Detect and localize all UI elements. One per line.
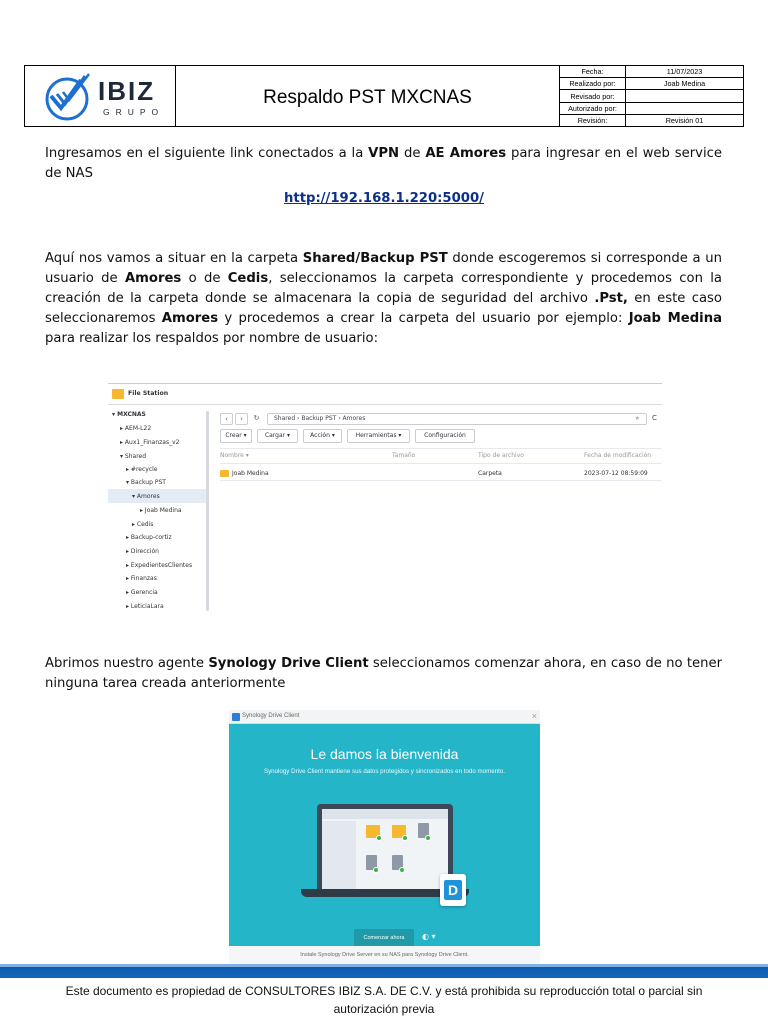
tree-item[interactable]: ▾ Amores [132, 493, 160, 500]
meta-value: Joab Medina [663, 79, 706, 89]
meta-row-approver [560, 103, 743, 115]
upload-button[interactable]: Cargar ▾ [257, 429, 298, 443]
bold-run: Amores [124, 271, 182, 286]
check-icon [373, 867, 379, 873]
instructions-paragraph [45, 249, 722, 349]
text-run: para realizar los respaldos por nombre de usuario: [45, 331, 379, 346]
refresh-icon[interactable]: ↻ [250, 413, 263, 425]
bold-run: AE Amores [425, 146, 507, 161]
meta-value: Revisión 01 [665, 115, 704, 125]
bold-run: Synology Drive Client [208, 656, 369, 671]
text-run: donde escogeremos si corresponde a un usuario de [45, 251, 722, 286]
text-run: para ingresar en el web service de NAS [45, 146, 722, 181]
document-title: Respaldo PST MXCNAS [176, 66, 560, 126]
text-run: Aquí nos vamos a situar en la carpeta [45, 251, 303, 266]
back-button[interactable]: ‹ [220, 413, 233, 425]
settings-button[interactable]: Configuración [415, 429, 475, 443]
app-icon [232, 713, 240, 721]
tree-item[interactable]: ▾ MXCNAS [112, 411, 146, 418]
drive-app-icon: D [440, 874, 466, 906]
app-title: File Station [128, 390, 169, 397]
tree-item[interactable]: ▸ Finanzas [126, 575, 157, 582]
tools-button[interactable]: Herramientas ▾ [347, 429, 410, 443]
search-icon[interactable]: C [652, 414, 657, 422]
bold-run: VPN [368, 146, 400, 161]
text-run: Abrimos nuestro agente [45, 656, 209, 671]
language-icon[interactable]: ◐ ▾ [422, 932, 436, 941]
footer-band-highlight [0, 964, 768, 967]
ibiz-logo-icon [43, 72, 95, 122]
bold-run: Joab Medina [628, 311, 722, 326]
path-text: Shared › Backup PST › Amores [274, 415, 366, 422]
nas-link[interactable]: http://192.168.1.220:5000/ [284, 191, 484, 206]
column-header-type[interactable]: Tipo de archivo [478, 452, 524, 459]
document-header [24, 65, 744, 127]
text-run: Ingresamos en el siguiente link conectados a la [45, 146, 369, 161]
tree-item[interactable]: ▸ Backup-cortiz [126, 534, 172, 541]
footer-note: Instale Synology Drive Server en su NAS para Synology Drive Client. [300, 952, 469, 958]
footer-disclaimer: Este documento es propiedad de CONSULTORES IBIZ S.A. DE C.V. y está prohibida su reproducción total o parcial sin autorización previa [65, 984, 703, 1016]
welcome-subtitle: Synology Drive Client mantiene sus datos protegidos y sincronizados en todo momento. [263, 768, 506, 775]
create-button[interactable]: Crear ▾ [220, 429, 252, 443]
tree-item[interactable]: ▾ Backup PST [126, 479, 166, 486]
welcome-heading: Le damos la bienvenida [310, 746, 459, 762]
tree-item[interactable]: ▸ Aux1_Finanzas_v2 [120, 439, 180, 446]
column-header-size[interactable]: Tamaño [392, 452, 416, 459]
tree-item[interactable]: ▸ Dirección [126, 548, 159, 555]
tree-item[interactable]: ▸ Gerencia [126, 589, 158, 596]
text-run: de [399, 146, 426, 161]
bold-run: Shared/Backup PST [302, 251, 448, 266]
file-type-cell: Carpeta [478, 470, 502, 477]
illustration-toolbar [322, 809, 448, 819]
meta-row-revision [560, 115, 743, 126]
text-run: , seleccionamos la carpeta correspondiente y procedemos con la creación de la carpeta donde se almacenara la copia de seguridad del archivo [45, 271, 722, 306]
drive-client-screenshot [229, 710, 540, 965]
file-station-titlebar [108, 383, 662, 405]
tree-item[interactable]: ▸ Cedis [132, 521, 154, 528]
meta-key: Fecha: [560, 66, 626, 77]
start-now-button[interactable]: Comenzar ahora [354, 929, 414, 947]
folder-tree [108, 407, 210, 619]
illustration-sidebar [322, 821, 356, 889]
meta-value [626, 103, 743, 114]
tree-item[interactable]: ▸ ExpedientesClientes [126, 562, 193, 569]
divider [220, 463, 662, 464]
check-icon [402, 835, 408, 841]
window-titlebar [229, 710, 540, 724]
file-modified-cell: 2023-07-12 08:59:09 [584, 470, 648, 477]
welcome-panel [229, 724, 540, 965]
meta-row-reviewer [560, 90, 743, 102]
tree-scrollbar[interactable] [206, 411, 209, 611]
file-name-cell[interactable]: Joab Medina [232, 470, 269, 477]
path-bar[interactable] [267, 413, 647, 425]
drive-client-paragraph [45, 654, 722, 694]
meta-value [626, 90, 743, 101]
meta-key: Autorizado por: [560, 103, 626, 114]
meta-row-date [560, 66, 743, 78]
intro-paragraph [45, 144, 722, 184]
bold-run: Amores [161, 311, 219, 326]
tree-item[interactable]: ▸ AEM-L22 [120, 425, 152, 432]
divider [220, 480, 662, 481]
text-run: y procedemos a crear la carpeta del usuario por ejemplo: [218, 311, 629, 326]
tree-item[interactable]: ▸ #recycle [126, 466, 158, 473]
check-icon [425, 835, 431, 841]
tree-item[interactable]: ▾ Shared [120, 453, 147, 460]
logo-word: IBIZ [98, 76, 156, 106]
laptop-screen-content [322, 809, 448, 889]
company-logo [25, 66, 176, 126]
column-header-modified[interactable]: Fecha de modificación [584, 452, 652, 459]
window-title: Synology Drive Client [242, 713, 300, 719]
file-station-screenshot [108, 383, 662, 619]
laptop-illustration [317, 804, 453, 890]
folder-icon [112, 389, 124, 399]
bold-run: .Pst, [594, 291, 628, 306]
file-list-panel [220, 407, 662, 619]
action-button[interactable]: Acción ▾ [303, 429, 342, 443]
check-icon [399, 867, 405, 873]
logo-subtitle: GRUPO [103, 107, 165, 117]
forward-button[interactable]: › [235, 413, 248, 425]
meta-row-author [560, 78, 743, 90]
bold-run: Cedis [227, 271, 269, 286]
metadata-table [560, 66, 743, 126]
close-icon[interactable]: × [531, 711, 537, 721]
window-footer [229, 946, 540, 965]
meta-value: 11/07/2023 [666, 67, 703, 77]
tree-item[interactable]: ▸ LeticiaLara [126, 603, 164, 610]
text-run: o de [181, 271, 228, 286]
meta-key: Revisión: [560, 115, 626, 126]
tree-item[interactable]: ▸ Joab Medina [140, 507, 182, 514]
text-run: en este caso seleccionaremos [45, 291, 723, 326]
check-icon [376, 835, 382, 841]
text-run: seleccionamos comenzar ahora, en caso de no tener ninguna tarea creada anteriormente [45, 656, 722, 691]
star-icon[interactable]: ★ [634, 415, 640, 422]
divider [220, 448, 662, 449]
folder-icon [220, 470, 229, 477]
meta-key: Revisado por: [560, 90, 626, 101]
column-header-name[interactable]: Nombre ▾ [220, 452, 249, 459]
meta-key: Realizado por: [560, 78, 626, 89]
